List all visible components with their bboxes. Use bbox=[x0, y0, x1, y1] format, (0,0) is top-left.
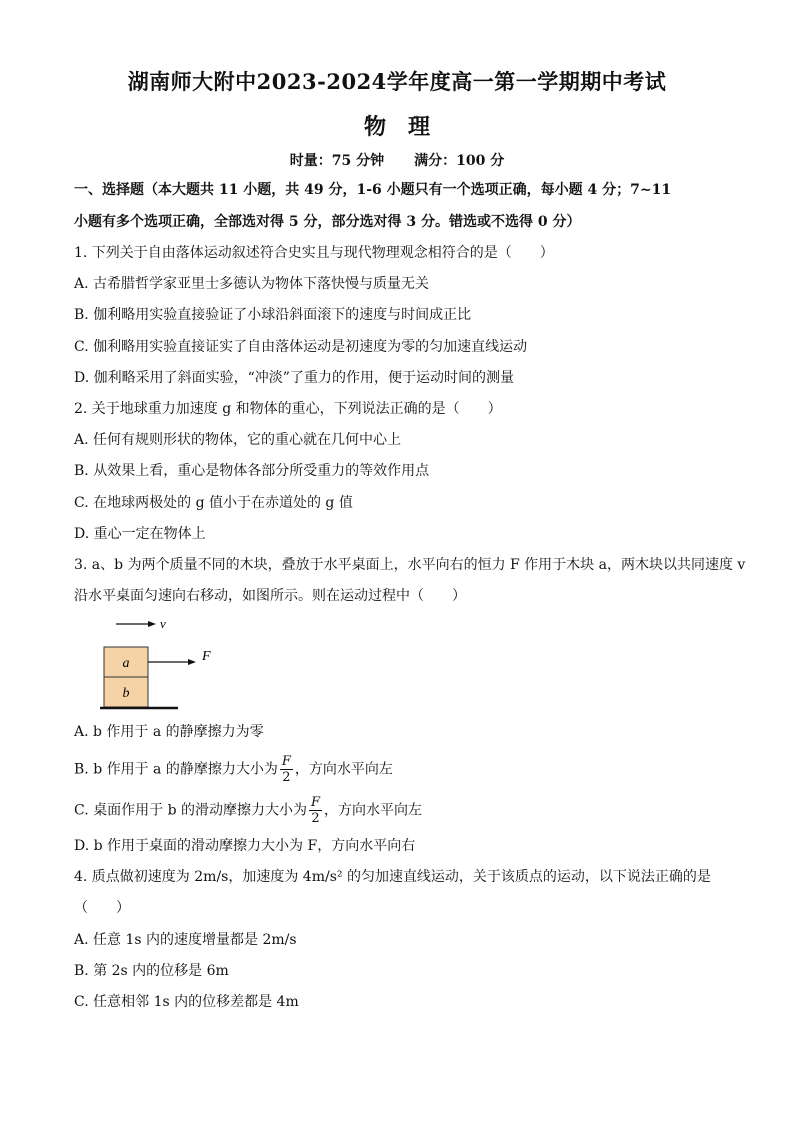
q4-option-a: A. 任意 1s 内的速度增量都是 2m/s bbox=[74, 932, 297, 948]
fraction-f-over-2 bbox=[280, 754, 293, 785]
fraction-f-over-2 bbox=[309, 795, 322, 826]
q4-stem-line2: （ ） bbox=[74, 900, 130, 916]
q3-figure bbox=[100, 612, 240, 712]
force-arrow-head bbox=[188, 659, 196, 665]
q3-option-c bbox=[74, 795, 724, 826]
block-b-label: b bbox=[122, 686, 130, 701]
fraction-numerator: F bbox=[310, 795, 321, 810]
block-a-label: a bbox=[122, 656, 130, 671]
exam-title: 湖南师大附中2023-2024学年度高一第一学期期中考试 bbox=[127, 69, 667, 94]
q4-stem-line1: 4. 质点做初速度为 2m/s，加速度为 4m/s² 的匀加速直线运动，关于该质点的运动，以下说法正确的是 bbox=[74, 869, 711, 885]
q4-option-c: C. 任意相邻 1s 内的位移差都是 4m bbox=[74, 994, 299, 1010]
q2-stem: 2. 关于地球重力加速度 g 和物体的重心，下列说法正确的是（ ） bbox=[74, 401, 502, 417]
q3-option-b-text: B. b 作用于 a 的静摩擦力大小为 bbox=[74, 761, 278, 778]
q2-option-a: A. 任何有规则形状的物体，它的重心就在几何中心上 bbox=[74, 432, 402, 448]
subject-title: 物理 bbox=[363, 114, 452, 140]
q3-stem-line2: 沿水平桌面匀速向右移动，如图所示。则在运动过程中（ ） bbox=[74, 588, 466, 604]
q3-option-a: A. b 作用于 a 的静摩擦力为零 bbox=[74, 724, 264, 740]
velocity-arrow-head bbox=[148, 621, 156, 627]
q3-option-c-direction: ，方向水平向左 bbox=[324, 802, 423, 819]
q3-option-d: D. b 作用于桌面的滑动摩擦力大小为 F，方向水平向右 bbox=[74, 838, 416, 854]
fraction-numerator: F bbox=[281, 754, 291, 769]
q1-stem: 1. 下列关于自由落体运动叙述符合史实且与现代物理观念相符合的是（ ） bbox=[74, 245, 554, 261]
force-label: F bbox=[202, 649, 211, 664]
time-limit: 时量：75 分钟 bbox=[289, 153, 385, 169]
q2-option-c: C. 在地球两极处的 g 值小于在赤道处的 g 值 bbox=[74, 495, 353, 511]
fraction-denominator: 2 bbox=[311, 811, 320, 826]
section-heading-line1: 一、选择题（本大题共 11 小题，共 49 分，1-6 小题只有一个选项正确，每小题 4 分；7~11 bbox=[74, 182, 672, 198]
velocity-label: v bbox=[160, 616, 166, 631]
q2-option-b: B. 从效果上看，重心是物体各部分所受重力的等效作用点 bbox=[74, 463, 430, 479]
exam-info bbox=[0, 150, 794, 170]
full-score: 满分：100 分 bbox=[414, 153, 505, 169]
q1-option-b: B. 伽利略用实验直接验证了小球沿斜面滚下的速度与时间成正比 bbox=[74, 307, 472, 323]
section-heading-line2: 小题有多个选项正确，全部选对得 5 分，部分选对得 3 分。错选或不选得 0 分） bbox=[74, 214, 581, 230]
q3-option-c-text: C. 桌面作用于 b 的滑动摩擦力大小为 bbox=[74, 802, 307, 819]
q3-stem-line1: 3. a、b 为两个质量不同的木块，叠放于水平桌面上，水平向右的恒力 F 作用于木块 a，两木块以共同速度 v bbox=[74, 557, 746, 573]
q1-option-a: A. 古希腊哲学家亚里士多德认为物体下落快慢与质量无关 bbox=[74, 276, 430, 292]
q2-option-d: D. 重心一定在物体上 bbox=[74, 526, 206, 542]
q3-option-b bbox=[74, 754, 724, 785]
q3-option-b-direction: ，方向水平向左 bbox=[294, 761, 393, 778]
q1-option-d: D. 伽利略采用了斜面实验，“冲淡”了重力的作用，便于运动时间的测量 bbox=[74, 370, 514, 386]
q4-option-b: B. 第 2s 内的位移是 6m bbox=[74, 963, 229, 979]
q1-option-c: C. 伽利略用实验直接证实了自由落体运动是初速度为零的匀加速直线运动 bbox=[74, 339, 528, 355]
fraction-denominator: 2 bbox=[282, 770, 291, 785]
